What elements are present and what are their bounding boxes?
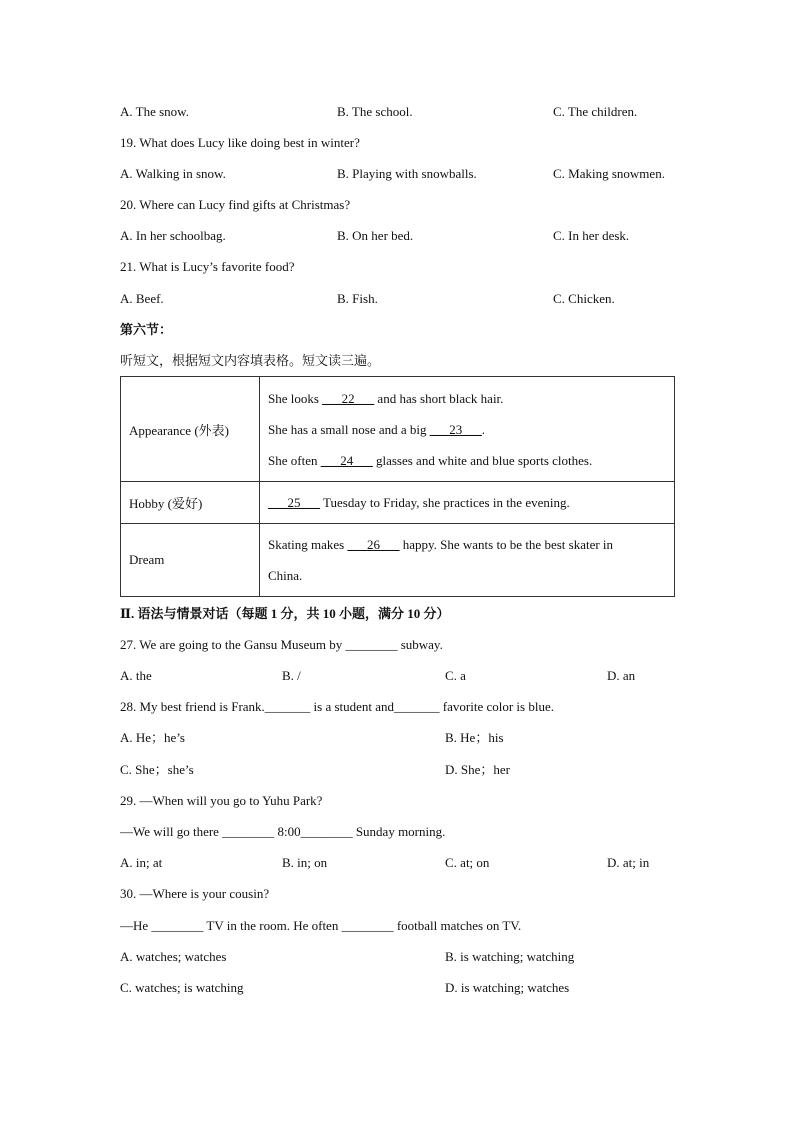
q30-question: 30. —Where is your cousin?	[120, 886, 270, 901]
dream-label: Dream	[121, 524, 260, 597]
blank-24[interactable]: ___24___	[320, 452, 373, 468]
hobby-cell	[260, 482, 675, 524]
q29-question: 29. —When will you go to Yuhu Park?	[120, 793, 323, 808]
section6-title: 第六节：	[120, 322, 173, 337]
q28-option-d[interactable]: D. She；her	[445, 762, 510, 777]
q29-option-d[interactable]: D. at; in	[607, 855, 650, 870]
q30-option-d[interactable]: D. is watching; watches	[445, 980, 570, 995]
q30-option-c[interactable]: C. watches; is watching	[120, 980, 244, 995]
q29-option-b[interactable]: B. in; on	[282, 855, 328, 870]
table-row-appearance	[121, 377, 675, 482]
q28-option-a[interactable]: A. He；he’s	[120, 730, 185, 745]
blank-25[interactable]: ___25___	[268, 495, 320, 510]
q30-options-row2	[120, 980, 680, 996]
q18-options	[120, 104, 680, 120]
q20-option-c[interactable]: C. In her desk.	[553, 228, 630, 243]
q27-option-d[interactable]: D. an	[607, 668, 636, 683]
table-row-dream	[121, 524, 675, 597]
blank-23[interactable]: ___23___	[429, 421, 482, 437]
q28-options-row1	[120, 730, 680, 746]
appearance-line-3: She often ___24___ glasses and white and blue sports clothes.	[268, 452, 593, 468]
q20-option-b[interactable]: B. On her bed.	[337, 228, 414, 243]
q29-dialogue: —We will go there ________ 8:00________ Sunday morning.	[120, 824, 446, 839]
q21-question: 21. What is Lucy’s favorite food?	[120, 259, 295, 274]
q27-question: 27. We are going to the Gansu Museum by ________ subway.	[120, 637, 443, 652]
q18-option-b[interactable]: B. The school.	[337, 104, 413, 119]
blank-26[interactable]: ___26___	[347, 537, 400, 552]
q29-option-a[interactable]: A. in; at	[120, 855, 163, 870]
q27-option-c[interactable]: C. a	[445, 668, 466, 683]
info-table	[120, 376, 675, 597]
q19-options	[120, 166, 680, 182]
q20-option-a[interactable]: A. In her schoolbag.	[120, 228, 226, 243]
dream-line-2: China.	[268, 568, 303, 583]
appearance-line-1: She looks ___22___ and has short black hair.	[268, 390, 504, 406]
part2-heading: Ⅱ. 语法与情景对话（每题 1 分，共 10 小题，满分 10 分）	[120, 606, 450, 621]
q27-options	[120, 668, 680, 684]
q21-option-a[interactable]: A. Beef.	[120, 291, 164, 306]
dream-line-1: Skating makes ___26___ happy. She wants to be the best skater in	[268, 537, 614, 552]
q29-options	[120, 855, 680, 871]
q21-option-c[interactable]: C. Chicken.	[553, 291, 615, 306]
q27-option-b[interactable]: B. /	[282, 668, 301, 683]
q19-option-a[interactable]: A. Walking in snow.	[120, 166, 226, 181]
q21-option-b[interactable]: B. Fish.	[337, 291, 378, 306]
q20-options	[120, 228, 680, 244]
q19-question: 19. What does Lucy like doing best in winter?	[120, 135, 360, 150]
q28-option-c[interactable]: C. She；she’s	[120, 762, 194, 777]
q29-option-c[interactable]: C. at; on	[445, 855, 490, 870]
q18-option-a[interactable]: A. The snow.	[120, 104, 189, 119]
blank-22[interactable]: ___22___	[322, 390, 375, 406]
appearance-label: Appearance (外表)	[121, 377, 260, 482]
q19-option-c[interactable]: C. Making snowmen.	[553, 166, 665, 181]
q30-option-b[interactable]: B. is watching; watching	[445, 949, 575, 964]
table-row-hobby	[121, 482, 675, 524]
q30-option-a[interactable]: A. watches; watches	[120, 949, 227, 964]
q30-options-row1	[120, 949, 680, 965]
appearance-cell	[260, 377, 675, 482]
q28-option-b[interactable]: B. He；his	[445, 730, 504, 745]
q20-question: 20. Where can Lucy find gifts at Christmas?	[120, 197, 351, 212]
q28-options-row2	[120, 762, 680, 778]
hobby-line: ___25___ Tuesday to Friday, she practices in the evening.	[268, 495, 570, 510]
hobby-label: Hobby (爱好)	[121, 482, 260, 524]
section6-instruction: 听短文，根据短文内容填表格。短文读三遍。	[120, 353, 381, 368]
q27-option-a[interactable]: A. the	[120, 668, 152, 683]
q30-dialogue: —He ________ TV in the room. He often ________ football matches on TV.	[120, 918, 522, 933]
appearance-line-2: She has a small nose and a big ___23___.	[268, 421, 485, 437]
q19-option-b[interactable]: B. Playing with snowballs.	[337, 166, 477, 181]
q28-question: 28. My best friend is Frank._______ is a student and_______ favorite color is blue.	[120, 699, 554, 714]
q21-options	[120, 291, 680, 307]
q18-option-c[interactable]: C. The children.	[553, 104, 638, 119]
dream-cell	[260, 524, 675, 597]
